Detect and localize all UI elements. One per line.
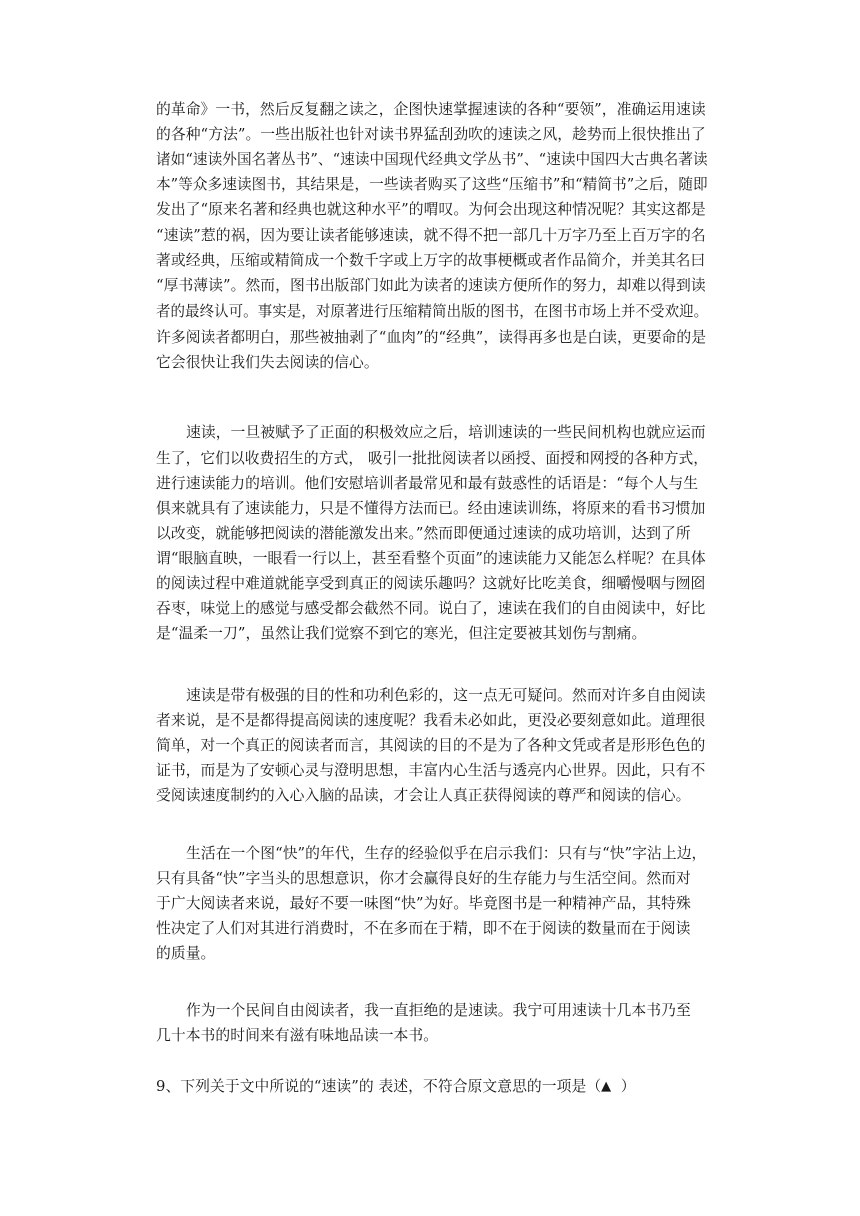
text-line: 的质量。 (156, 945, 216, 962)
question-9 (156, 1080, 636, 1095)
text-line: 发出了“原来名著和经典也就这种水平”的喟叹。为何会出现这种情况呢？其实这都是 (156, 201, 706, 218)
text-line: 许多阅读者都明白，那些被抽剥了“血肉”的“经典”，读得再多也是白读，更要命的是 (156, 329, 707, 346)
text-line: 者的最终认可。事实是，对原著进行压缩精简出版的图书，在图书市场上并不受欢迎。 (156, 303, 709, 320)
text-line: 它会很快让我们失去阅读的信心。 (156, 354, 379, 371)
text-line: 者来说，是不是都得提高阅读的速度呢？我看未必如此，更没必要刻意如此。道理很 (156, 712, 706, 729)
text-line: 本”等众多速读图书，其结果是，一些读者购买了这些“压缩书”和“精简书”之后，随即 (156, 176, 708, 193)
text-line: 简单，对一个真正的阅读者而言，其阅读的目的不是为了各种文凭或者是形形色色的 (156, 737, 706, 754)
text-line: 几十本书的时间来有滋有味地品读一本书。 (156, 1027, 439, 1044)
text-line: 以改变，就能够把阅读的潜能激发出来。”然而即便通过速读的成功培训，达到了所 (156, 525, 691, 542)
text-line: 著或经典，压缩或精简成一个数千字或上万字的故事梗概或者作品简介，并美其名曰 (156, 252, 706, 269)
answer-placeholder-marker: ▲ (601, 1079, 612, 1094)
text-line: 生了，它们以收费招生的方式， 吸引一批批阅读者以函授、面授和网授的各种方式， (156, 450, 709, 467)
question-text: 9、下列关于文中所说的“速读”的 表述，不符合原文意思的一项是（ (156, 1078, 602, 1095)
text-line: 生活在一个图“快”的年代，生存的经验似乎在启示我们：只有与“快”字沾上边， (186, 845, 707, 862)
text-line: 谓“眼脑直映，一眼看一行以上，甚至看整个页面”的速读能力又能怎么样呢？在具体 (156, 550, 706, 567)
text-line: “速读”惹的祸，因为要让读者能够速读，就不得不把一部几十万字乃至上百万字的名 (156, 227, 706, 244)
text-line: 性决定了人们对其进行消费时，不在多而在于精，即不在于阅读的数量而在于阅读 (156, 920, 691, 937)
text-line: 的革命》一书，然后反复翻之读之，企图快速掌握速读的各种“要领”，准确运用速读 (156, 101, 706, 118)
text-line: 俱来就具有了速读能力，只是不懂得方法而已。经由速读训练，将原来的看书习惯加 (156, 500, 706, 517)
question-close-paren: ） (611, 1078, 636, 1095)
text-line: 进行速读能力的培训。他们安慰培训者最常见和最有鼓惑性的话语是：“每个人与生 (156, 475, 699, 492)
text-line: 证书，而是为了安顿心灵与澄明思想，丰富内心生活与透亮内心世界。因此，只有不 (156, 762, 706, 779)
text-line: 的阅读过程中难道就能享受到真正的阅读乐趣吗？这就好比吃美食，细嚼慢咽与囫囵 (156, 575, 706, 592)
text-line: 的各种“方法”。一些出版社也针对读书界猛刮劲吹的速读之风，趁势而上很快推出了 (156, 126, 706, 143)
text-line: 于广大阅读者来说，最好不要一味图“快”为好。毕竟图书是一种精神产品，其特殊 (156, 895, 691, 912)
text-line: 吞枣，味觉上的感觉与感受都会截然不同。说白了，速读在我们的自由阅读中，好比 (156, 600, 706, 617)
text-line: 受阅读速度制约的入心入脑的品读，才会让人真正获得阅读的尊严和阅读的信心。 (156, 787, 691, 804)
text-line: “厚书薄读”。然而，图书出版部门如此为读者的速读方便所作的努力，却难以得到读 (156, 277, 706, 294)
text-line: 只有具备“快”字当头的思想意识，你才会赢得良好的生存能力与生活空间。然而对 (156, 870, 691, 887)
text-line: 速读是带有极强的目的性和功利色彩的，这一点无可疑问。然而对许多自由阅读 (186, 687, 706, 704)
text-line: 是“温柔一刀”，虽然让我们觉察不到它的寒光，但注定要被其划伤与割痛。 (156, 625, 647, 642)
text-line: 速读，一旦被赋予了正面的积极效应之后，培训速读的一些民间机构也就应运而 (186, 424, 706, 441)
text-line: 诸如“速读外国名著丛书”、“速读中国现代经典文学丛书”、“速读中国四大古典名著读 (156, 151, 708, 168)
text-line: 作为一个民间自由阅读者，我一直拒绝的是速读。我宁可用速读十几本书乃至 (186, 1002, 691, 1019)
